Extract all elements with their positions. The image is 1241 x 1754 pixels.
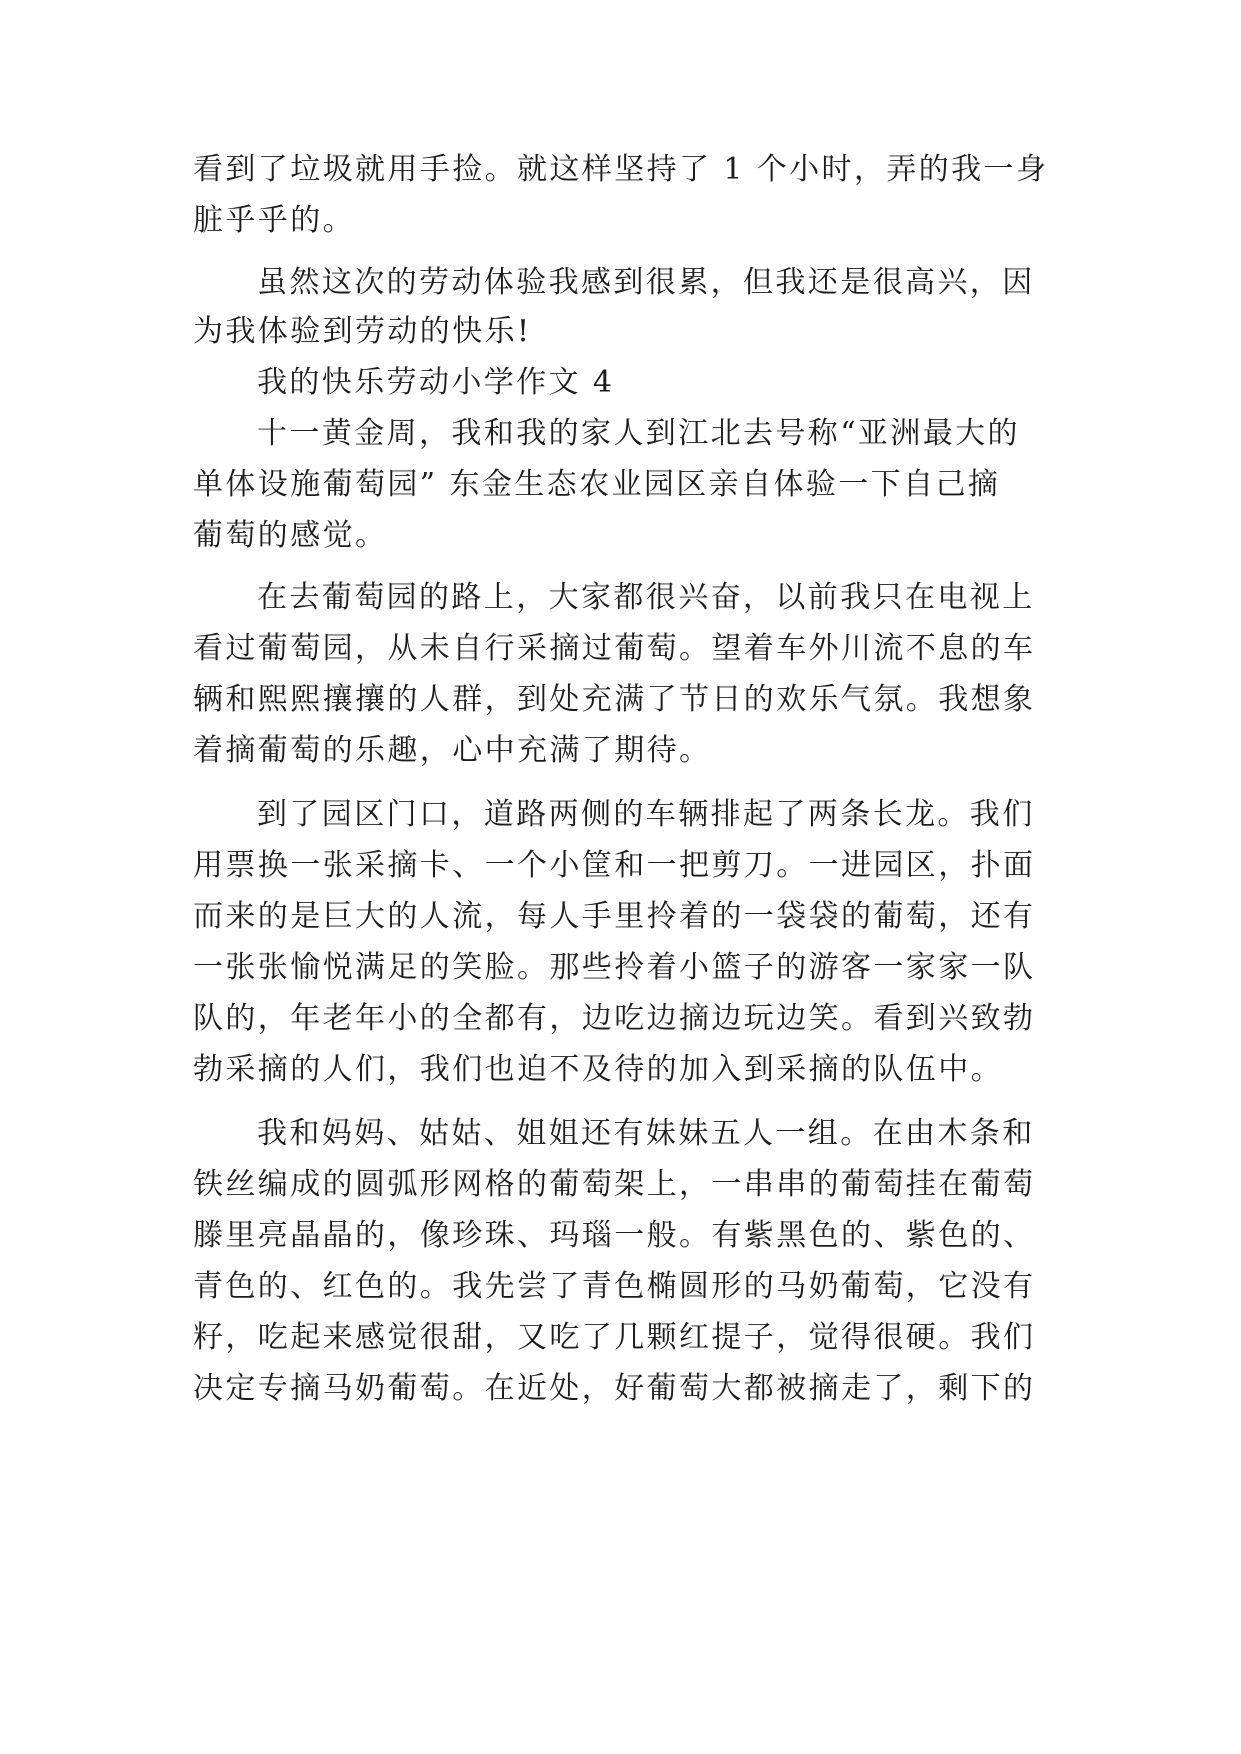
text-line: 在去葡萄园的路上，大家都很兴奋，以前我只在电视上 [257, 580, 1035, 615]
text-line: 十一黄金周，我和我的家人到江北去号称“亚洲最大的 [257, 416, 1020, 451]
text-line: 辆和熙熙攘攘的人群，到处充满了节日的欢乐气氛。我想象 [193, 682, 1036, 717]
text-line: 铁丝编成的圆弧形网格的葡萄架上，一串串的葡萄挂在葡萄 [193, 1167, 1036, 1202]
text-line: 葡萄的感觉。 [193, 518, 388, 553]
text-line: 勃采摘的人们，我们也迫不及待的加入到采摘的队伍中。 [193, 1052, 1003, 1087]
essay-heading: 我的快乐劳动小学作文 4 [257, 365, 615, 400]
text-line: 看过葡萄园，从未自行采摘过葡萄。望着车外川流不息的车 [193, 631, 1036, 666]
text-line: 青色的、红色的。我先尝了青色椭圆形的马奶葡萄，它没有 [193, 1269, 1036, 1304]
text-line: 一张张愉悦满足的笑脸。那些拎着小篮子的游客一家家一队 [193, 950, 1036, 985]
text-line: 用票换一张采摘卡、一个小筐和一把剪刀。一进园区，扑面 [193, 848, 1036, 883]
text-line: 而来的是巨大的人流，每人手里拎着的一袋袋的葡萄，还有 [193, 899, 1036, 934]
text-line: 籽，吃起来感觉很甜，又吃了几颗红提子，觉得很硬。我们 [193, 1320, 1036, 1355]
text-line: 决定专摘马奶葡萄。在近处，好葡萄大都被摘走了，剩下的 [193, 1371, 1036, 1406]
text-line: 为我体验到劳动的快乐! [193, 314, 532, 349]
text-line: 着摘葡萄的乐趣，心中充满了期待。 [193, 733, 712, 768]
text-line: 脏乎乎的。 [193, 203, 355, 238]
text-line: 队的，年老年小的全都有，边吃边摘边玩边笑。看到兴致勃 [193, 1001, 1036, 1036]
text-line: 滕里亮晶晶的，像珍珠、玛瑙一般。有紫黑色的、紫色的、 [193, 1218, 1036, 1253]
text-line: 单体设施葡萄园” 东金生态农业园区亲自体验一下自己摘 [193, 467, 1001, 502]
text-line: 到了园区门口，道路两侧的车辆排起了两条长龙。我们 [257, 797, 1035, 832]
text-line: 看到了垃圾就用手捡。就这样坚持了 1 个小时，弄的我一身 [193, 152, 1049, 187]
text-line: 虽然这次的劳动体验我感到很累，但我还是很高兴，因 [257, 265, 1035, 300]
text-line: 我和妈妈、姑姑、姐姐还有妹妹五人一组。在由木条和 [257, 1116, 1035, 1151]
